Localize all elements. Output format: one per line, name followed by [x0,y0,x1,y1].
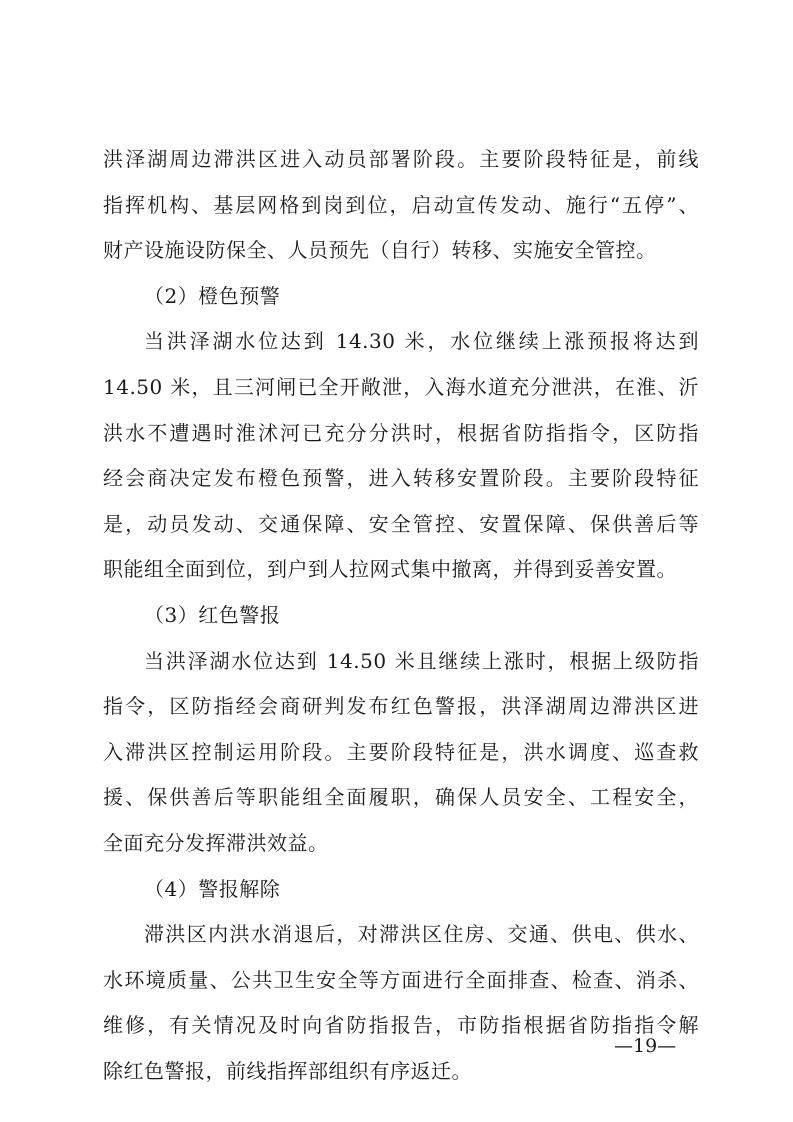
paragraph-line: 当洪泽湖水位达到 14.50 米且继续上涨时，根据上级防指 [144,648,699,673]
paragraph-line: 洪泽湖周边滞洪区进入动员部署阶段。主要阶段特征是，前线 [103,147,699,171]
paragraph-line: 洪水不遭遇时淮沭河已充分分洪时，根据省防指指令，区防指 [103,420,699,445]
document-body [103,140,699,1097]
paragraph-line: 经会商决定发布橙色预警，进入转移安置阶段。主要阶段特征 [103,466,699,491]
page-number: —19— [614,1035,677,1057]
paragraph-line: 指挥机构、基层网格到岗到位，启动宣传发动、施行“五停”、 [103,192,699,217]
section-heading-orange-warning: （2）橙色预警 [144,283,281,308]
paragraph-line: 除红色警报，前线指挥部组织有序返迁。 [103,1058,472,1083]
paragraph-line: 当洪泽湖水位达到 14.30 米，水位继续上涨预报将达到 [144,329,699,354]
paragraph-line: 维修，有关情况及时向省防指报告，市防指根据省防指指令解 [103,1013,699,1038]
paragraph-line: 滞洪区内洪水消退后，对滞洪区住房、交通、供电、供水、 [144,922,699,947]
paragraph-line: 指令，区防指经会商研判发布红色警报，洪泽湖周边滞洪区进 [103,694,699,719]
paragraph-line: 水环境质量、公共卫生安全等方面进行全面排查、检查、消杀、 [103,967,699,992]
paragraph-line: 财产设施设防保全、人员预先（自行）转移、实施安全管控。 [103,238,657,263]
paragraph-line: 14.50 米，且三河闸已全开敞泄，入海水道充分泄洪，在淮、沂 [103,374,699,399]
paragraph-line: 入滞洪区控制运用阶段。主要阶段特征是，洪水调度、巡查救 [103,739,699,764]
paragraph-line: 是，动员发动、交通保障、安全管控、安置保障、保供善后等 [103,511,699,536]
section-heading-alert-lifted: （4）警报解除 [144,876,281,901]
paragraph-line: 全面充分发挥滞洪效益。 [103,830,329,855]
section-heading-red-alert: （3）红色警报 [144,602,281,627]
paragraph-line: 援、保供善后等职能组全面履职，确保人员安全、工程安全， [103,785,699,810]
paragraph-line: 职能组全面到位，到户到人拉网式集中撤离，并得到妥善安置。 [103,557,677,582]
